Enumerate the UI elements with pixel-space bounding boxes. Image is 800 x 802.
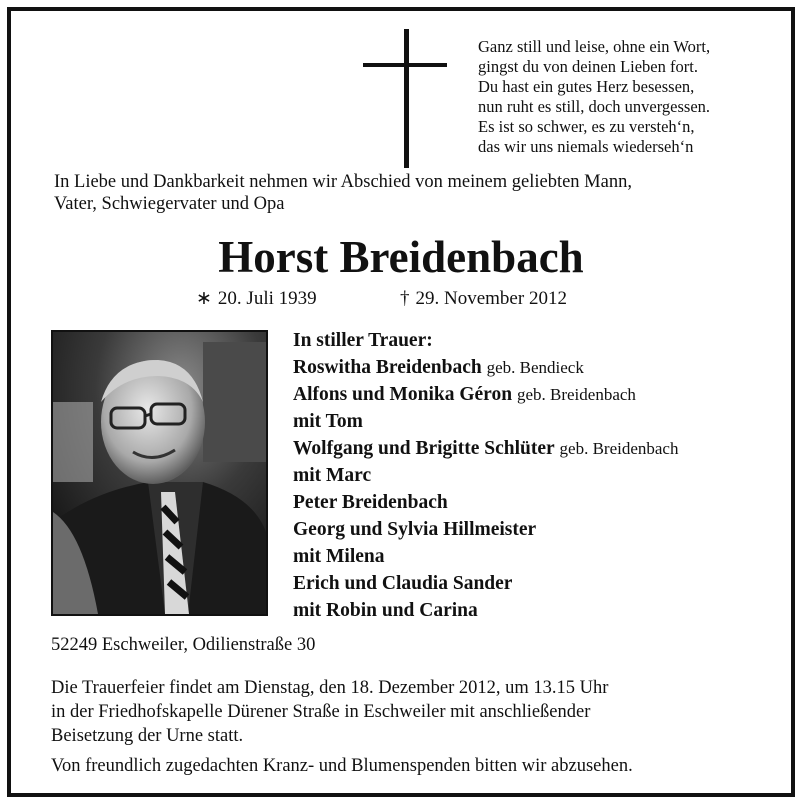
- mourner-row: [293, 516, 783, 543]
- mourner-name: mit Milena: [293, 546, 385, 567]
- mourners-list: [293, 327, 783, 624]
- mourner-name: mit Robin und Carina: [293, 600, 478, 621]
- mourner-name: Peter Breidenbach: [293, 492, 448, 513]
- mourner-row: [293, 543, 783, 570]
- service-line: Die Trauerfeier findet am Dienstag, den 18. Dezember 2012, um 13.15 Uhr: [51, 678, 609, 698]
- poem-line: Es ist so schwer, es zu versteh‘n,: [478, 117, 695, 136]
- intro-line: In Liebe und Dankbarkeit nehmen wir Abschied von meinem geliebten Mann,: [54, 172, 632, 192]
- death-date-text: 29. November 2012: [415, 288, 567, 309]
- mourner-row: [293, 408, 783, 435]
- birth-star-icon: ∗: [196, 288, 212, 309]
- mourner-maiden-name: geb. Breidenbach: [559, 439, 679, 458]
- mourner-row: [293, 570, 783, 597]
- obituary-frame: [7, 7, 795, 797]
- cross-icon-bar: [363, 63, 447, 67]
- poem-line: Ganz still und leise, ohne ein Wort,: [478, 37, 711, 56]
- mourner-name: Alfons und Monika Géron: [293, 384, 513, 405]
- mourner-row: [293, 462, 783, 489]
- death-date: [400, 286, 567, 312]
- mourner-name: mit Marc: [293, 465, 372, 486]
- service-info: [51, 676, 781, 748]
- cross-icon: [404, 29, 409, 168]
- mourner-name: In stiller Trauer:: [293, 330, 433, 351]
- mourner-row: [293, 381, 783, 408]
- poem-line: Du hast ein gutes Herz besessen,: [478, 77, 695, 96]
- poem: [478, 37, 778, 157]
- poem-line: gingst du von deinen Lieben fort.: [478, 57, 698, 76]
- mourner-row: [293, 597, 783, 624]
- mourner-name: Wolfgang und Brigitte Schlüter: [293, 438, 555, 459]
- birth-date-text: 20. Juli 1939: [217, 288, 317, 309]
- closing-note: Von freundlich zugedachten Kranz- und Blumenspenden bitten wir abzusehen.: [51, 756, 633, 776]
- death-cross-icon: †: [400, 288, 410, 309]
- address: 52249 Eschweiler, Odilienstraße 30: [51, 635, 316, 655]
- intro-line: Vater, Schwiegervater und Opa: [54, 194, 285, 214]
- mourner-row: [293, 354, 783, 381]
- service-line: in der Friedhofskapelle Dürener Straße in Eschweiler mit anschließender: [51, 702, 591, 722]
- mourner-row: [293, 327, 783, 354]
- birth-date: [196, 286, 317, 312]
- mourner-name: mit Tom: [293, 411, 363, 432]
- poem-line: nun ruht es still, doch unvergessen.: [478, 97, 711, 116]
- mourner-name: Roswitha Breidenbach: [293, 357, 482, 378]
- mourner-name: Georg und Sylvia Hillmeister: [293, 519, 537, 540]
- portrait-photo: [51, 330, 268, 616]
- mourner-row: [293, 489, 783, 516]
- mourner-row: [293, 435, 783, 462]
- poem-line: das wir uns niemals wiederseh‘n: [478, 137, 694, 156]
- service-line: Beisetzung der Urne statt.: [51, 726, 244, 746]
- intro-text: [54, 171, 784, 215]
- mourner-maiden-name: geb. Breidenbach: [516, 385, 636, 404]
- mourner-maiden-name: geb. Bendieck: [486, 358, 584, 377]
- mourner-name: Erich und Claudia Sander: [293, 573, 513, 594]
- deceased-name: Horst Breidenbach: [218, 232, 584, 282]
